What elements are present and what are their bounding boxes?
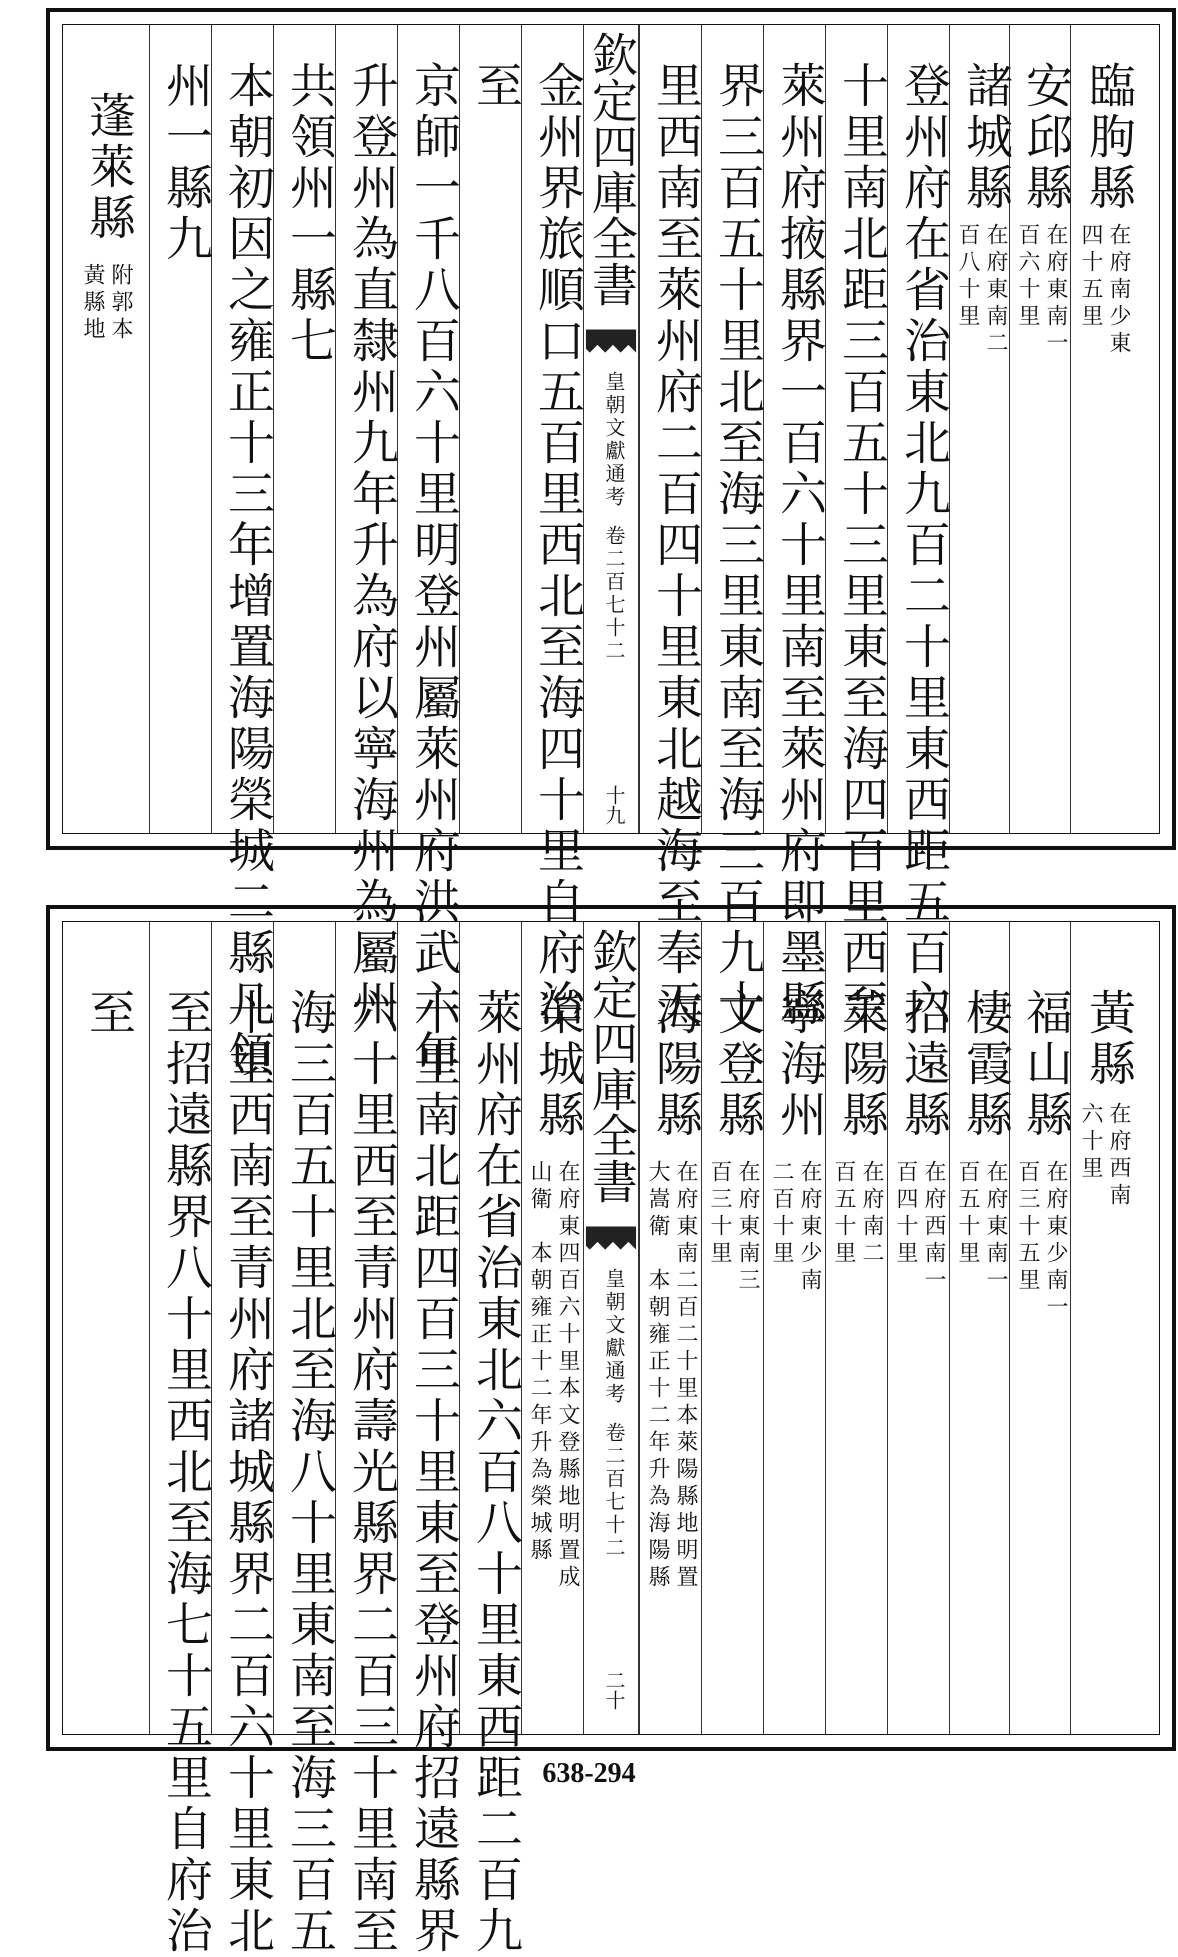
lower-col-16 [63,922,149,1734]
lower-col-5-note-b: 百五十里 [831,1160,856,1268]
lower-fishtail-ornament [584,1224,638,1254]
lower-col-9-note-a: 在府東四百六十里本文登縣地明置成 [555,1160,580,1592]
lower-col-10 [459,922,523,1957]
upper-col-4-text: 登州府在省治東北九百二十里東西距五百六 [896,61,951,1030]
lower-col-5 [825,922,887,1734]
lower-col-14 [211,922,275,1957]
upper-center-spine [583,25,639,833]
lower-col-4 [887,922,949,1734]
lower-folio: 二十 [602,1670,626,1710]
upper-col-16 [63,25,149,833]
upper-col-14-text: 本朝初因之雍正十三年增置海陽榮城二縣凡領 [220,61,275,1081]
lower-col-5-text: 萊陽縣 [834,988,889,1141]
lower-col-3-text: 棲霞縣 [958,988,1013,1141]
upper-col-1-text: 臨朐縣 [1081,61,1136,214]
lower-col-3-note-a: 在府東南一 [983,1160,1008,1295]
lower-col-8 [639,922,701,1734]
upper-center-note-2: 卷二百七十二 [602,525,626,663]
upper-col-1-note-a: 在府南少東 [1106,223,1131,358]
upper-col-7 [701,25,765,1030]
lower-col-4-text: 招遠縣 [896,988,951,1141]
upper-col-15-text: 州一縣九 [158,61,213,265]
lower-col-15-text: 至招遠縣界八十里西北至海七十五里自府治 [158,988,213,1957]
lower-col-8-note-b: 大嵩衛 本朝雍正十二年升為海陽縣 [645,1160,670,1592]
lower-col-2 [1009,922,1073,1734]
lower-col-1-note-a: 在府西南 [1106,1102,1131,1210]
lower-col-4-note-b: 百四十里 [893,1160,918,1268]
upper-fishtail-ornament [584,327,638,357]
lower-col-3-note-b: 百五十里 [955,1160,980,1268]
lower-col-2-note-b: 百三十五里 [1015,1160,1040,1295]
upper-folio: 十九 [602,785,626,825]
lower-col-3 [949,922,1013,1734]
upper-col-15 [149,25,211,833]
lower-col-8-note-a: 在府東南二百二十里本萊陽縣地明置 [673,1160,698,1592]
lower-col-10-text: 萊州府在省治東北六百八十里東西距二百九 [468,988,523,1957]
upper-col-3-note-a: 在府東南二 [983,223,1008,358]
lower-col-1-text: 黃縣 [1081,988,1136,1090]
upper-col-12 [335,25,399,1030]
upper-col-9-text: 金州界旅順口五百里西北至海四十里自府治 [530,61,585,1030]
upper-col-7-text: 界三百五十里北至海三里東南至海三百九十 [710,61,765,1030]
upper-col-1-note-b: 四十五里 [1078,223,1103,331]
upper-col-5-text: 十里南北距三百五十三里東至海四百里西至 [834,61,889,1030]
lower-col-6 [763,922,825,1734]
lower-col-7-note-a: 在府東南三 [735,1160,760,1295]
lower-col-9-note-b: 山衛 本朝雍正十二年升為榮城縣 [527,1160,552,1565]
lower-center-title: 欽定四庫全書 [585,928,639,1204]
upper-col-6 [763,25,827,1030]
lower-col-1 [1070,922,1134,1734]
upper-col-13-text: 共領州一縣七 [282,61,337,367]
lower-col-16-text: 至 [81,988,136,1039]
upper-col-1 [1070,25,1134,833]
upper-col-2-note-a: 在府東南一 [1043,223,1068,358]
upper-col-16-note-b: 黃縣地 [80,263,105,344]
upper-center-note-1: 皇朝文獻通考 [602,371,626,509]
upper-col-13 [273,25,335,833]
upper-col-16-note-a: 附郭本 [108,263,133,344]
upper-col-2-note-b: 百六十里 [1015,223,1040,331]
lower-col-13 [273,922,337,1957]
lower-col-9 [521,922,583,1734]
upper-col-2 [1009,25,1073,833]
upper-col-16-text: 蓬萊縣 [81,91,136,244]
lower-col-7-note-b: 百三十里 [707,1160,732,1268]
lower-col-9-text: 榮城縣 [530,988,585,1141]
lower-col-8-text: 海陽縣 [648,988,703,1141]
lower-center-note-2: 卷二百七十二 [602,1422,626,1560]
lower-col-7 [701,922,763,1734]
page-number: 638-294 [542,1758,636,1789]
upper-col-10-text: 至 [468,61,523,112]
lower-center-note-1: 皇朝文獻通考 [602,1268,626,1406]
upper-col-8 [639,25,703,1030]
lower-col-12-text: 六十里西至青州府壽光縣界二百三十里南至 [344,988,399,1957]
lower-col-11-text: 十里南北距四百三十里東至登州府招遠縣界 [406,988,461,1957]
lower-col-6-note-b: 二百十里 [769,1160,794,1268]
lower-col-13-text: 海三百五十里北至海八十里東南至海三百五 [282,988,337,1957]
lower-col-5-note-a: 在府南二 [859,1160,884,1268]
upper-col-3-note-b: 百八十里 [955,223,980,331]
lower-col-1-note-b: 六十里 [1078,1102,1103,1183]
upper-col-10 [459,25,521,833]
upper-center-title: 欽定四庫全書 [585,31,639,307]
lower-col-15 [149,922,213,1957]
lower-center-spine [583,922,639,1734]
upper-col-6-text: 萊州府掖縣界一百六十里南至萊州府即墨縣 [772,61,827,1030]
upper-col-8-text: 里西南至萊州府二百四十里東北越海至奉天 [648,61,703,1030]
lower-col-2-text: 福山縣 [1018,988,1073,1141]
upper-col-12-text: 升登州為直隸州九年升為府以寧海州為屬州 [344,61,399,1030]
upper-col-11-text: 京師一千八百六十里明登州屬萊州府洪武六年 [406,61,461,1081]
lower-col-2-note-a: 在府東少南一 [1043,1160,1068,1322]
lower-col-6-note-a: 在府東少南 [797,1160,822,1295]
lower-col-6-text: 寧海州 [772,988,827,1141]
upper-col-9 [521,25,585,1030]
upper-col-5 [825,25,889,1030]
upper-col-3-text: 諸城縣 [958,61,1013,214]
upper-col-2-text: 安邱縣 [1018,61,1073,214]
lower-col-4-note-a: 在府西南一 [921,1160,946,1295]
upper-col-4 [887,25,951,1030]
lower-col-7-text: 文登縣 [710,988,765,1141]
upper-col-14 [211,25,275,1081]
lower-col-12 [335,922,399,1957]
lower-col-11 [397,922,461,1957]
upper-col-11 [397,25,461,1081]
upper-col-3 [949,25,1013,833]
lower-col-14-text: 十里西南至青州府諸城縣界二百六十里東北 [220,988,275,1957]
